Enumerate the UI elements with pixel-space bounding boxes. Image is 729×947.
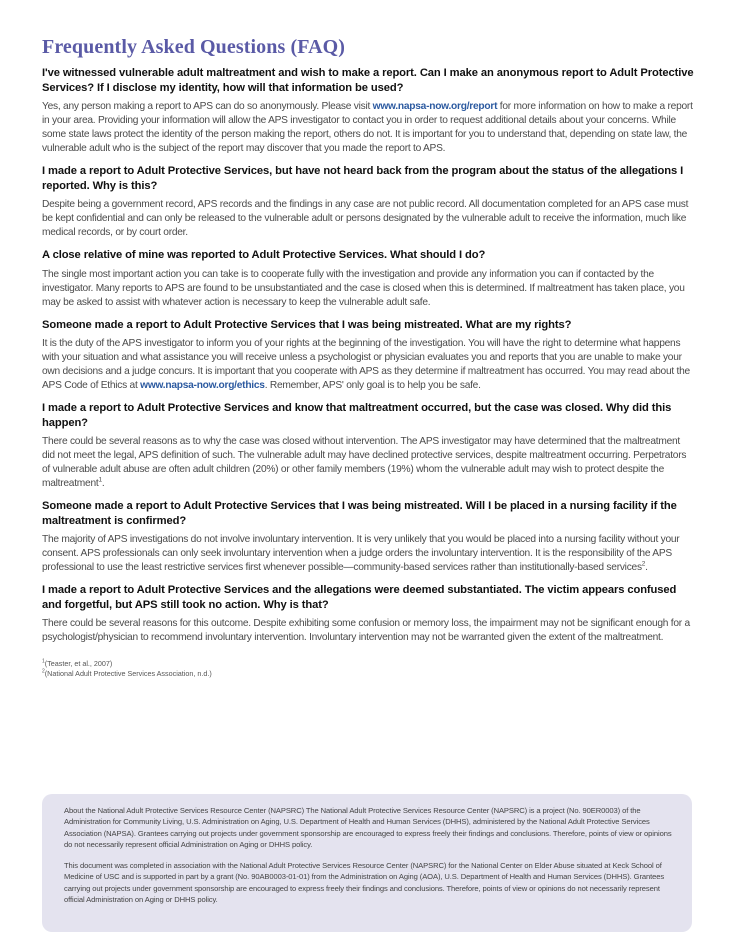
- faq-item: [42, 499, 694, 575]
- ethics-link[interactable]: www.napsa-now.org/ethics: [140, 380, 265, 391]
- answer-text: .: [101, 478, 105, 489]
- answer-text: Yes, any person making a report to APS can do so anonymously. Please visit: [42, 101, 373, 112]
- faq-item: [42, 164, 694, 240]
- footnote-ref: 1: [98, 476, 102, 484]
- report-link[interactable]: www.napsa-now.org/report: [372, 101, 498, 112]
- faq-item: [42, 401, 694, 491]
- faq-answer: There could be several reasons for this outcome. Despite exhibiting some confusion or memory loss, the impairment may not be significant enough for a psychologist/physician to recommend involuntary intervention. Involuntary intervention may not be warranted given the extent of the maltreatment.: [42, 618, 690, 643]
- footnotes: [42, 659, 694, 679]
- footnote: [42, 659, 694, 669]
- faq-answer: [42, 337, 694, 393]
- faq-answer: Despite being a government record, APS records and the findings in any case are not public record. All documentation completed for an APS case must be kept confidential and can only be released to the vulnerable adult or persons designated by the vulnerable adult to receive the information, much like medical records, or by court order.: [42, 199, 689, 238]
- answer-text: There could be several reasons as to why the case was closed without intervention. The APS investigator may have determined that the maltreatment did not meet the legal, APS definition of such. The vulnerable adult may have declined protective services, despite maltreatment occurring. Perpetrators of vulnerable adult abuse are often adult children (20%) or other family members (19%) whom the vulnerable adult may wish to protect despite the maltreatment: [42, 436, 687, 489]
- answer-text: The majority of APS investigations do not involve involuntary intervention. It is very unlikely that you would be placed into a nursing facility without your consent. APS professionals can only seek involuntary intervention when a judge orders the involuntary intervention. It is the responsibility of the APS professional to use the least restrictive services first whenever possible—community-based services rather than institutionally-based services: [42, 534, 680, 573]
- faq-answer: [42, 100, 694, 156]
- answer-text: It is the duty of the APS investigator to inform you of your rights at the beginning of the investigation. You will have the right to determine what happens with your situation and what assistance you will receive unless a psychologist or physician evaluates you and reports that you are unable to make your own decisions and a judge concurs. It is important that you cooperate with APS as they determine if maltreatment has occurred. You may read about the APS Code of Ethics at: [42, 338, 690, 391]
- footnote-number: 1: [42, 658, 45, 665]
- faq-question: I made a report to Adult Protective Services, but have not heard back from the program about the status of the allegations I reported. Why is this?: [42, 165, 684, 192]
- faq-answer: The single most important action you can take is to cooperate fully with the investigation and provide any information you can if contacted by the investigator. Many reports to APS are found to be unsubstantiated and the case is closed when this is determined. If maltreatment has taken place, you may be asked to assist with whatever action is necessary to keep the vulnerable adult safe.: [42, 268, 685, 308]
- footnote-ref: 2: [641, 560, 646, 568]
- faq-item: [42, 318, 694, 394]
- answer-text: . Remember, APS' only goal is to help you be safe.: [264, 380, 481, 391]
- faq-answer: [42, 435, 694, 491]
- faq-question: A close relative of mine was reported to Adult Protective Services. What should I do?: [42, 249, 486, 261]
- answer-text: .: [645, 562, 648, 573]
- footnote-text: (Teaster, et al., 2007): [44, 659, 113, 668]
- footnote-number: 2: [42, 668, 45, 675]
- faq-question: I've witnessed vulnerable adult maltreatment and wish to make a report. Can I make an anonymous report to Adult Protective Services? If I disclose my identity, how will that information be used?: [42, 67, 694, 94]
- about-paragraph: About the National Adult Protective Services Resource Center (NAPSRC) The National Adult Protective Services Resource Center (NAPSRC) is a project (No. 90ER0003) of the Administration for Community Living, U.S. Administration on Aging, U.S. Department of Health and Human Services (DHHS), administered by the National Adult Protective Services Association (NAPSA). Grantees carrying out projects under government sponsorship are encouraged to express freely their findings and conclusions. Therefore, points of view or opinions do not necessarily represent official Administration on Aging or DHHS policy.: [64, 806, 672, 849]
- faq-item: [42, 583, 694, 645]
- answer-text: for more information on how to make a report in your area. Providing your information will allow the APS investigator to contact you in order to request additional details about your concerns. While some state laws protect the identity of the person making the report, others do not. It is important for you to understand that, depending on state law, the vulnerable adult who is the subject of the report may discover that you made the report to APS.: [42, 101, 693, 154]
- faq-question: Someone made a report to Adult Protective Services that I was being mistreated. Will I be placed in a nursing facility if the maltreatment is confirmed?: [42, 500, 677, 527]
- about-box: [42, 794, 692, 932]
- faq-question: I made a report to Adult Protective Services and the allegations were deemed substantiated. The victim appears confused and forgetful, but APS still took no action. Why is that?: [42, 584, 677, 611]
- faq-item: [42, 66, 694, 156]
- footnote-text: (National Adult Protective Services Association, n.d.): [44, 669, 212, 678]
- faq-item: [42, 248, 694, 310]
- about-paragraph: This document was completed in association with the National Adult Protective Services Resource Center (NAPSRC) for the National Center on Elder Abuse situated at Keck School of Medicine of USC and is supported in part by a grant (No. 90AB0003-01-01) from the Administration on Aging (AOA), U.S. Department of Health and Human Services (DHHS). Grantees carrying out projects under government sponsorship are encouraged to express freely their findings and conclusions. Therefore, points of view or opinions do not necessarily represent official Administration on Aging or DHHS policy.: [64, 861, 665, 905]
- faq-answer: [42, 533, 694, 575]
- faq-page: [42, 34, 694, 679]
- page-title: Frequently Asked Questions (FAQ): [42, 36, 346, 58]
- faq-question: Someone made a report to Adult Protective Services that I was being mistreated. What are my rights?: [42, 318, 572, 331]
- faq-question: I made a report to Adult Protective Services and know that maltreatment occurred, but the case was closed. Why did this happen?: [42, 402, 672, 429]
- footnote: [42, 669, 694, 679]
